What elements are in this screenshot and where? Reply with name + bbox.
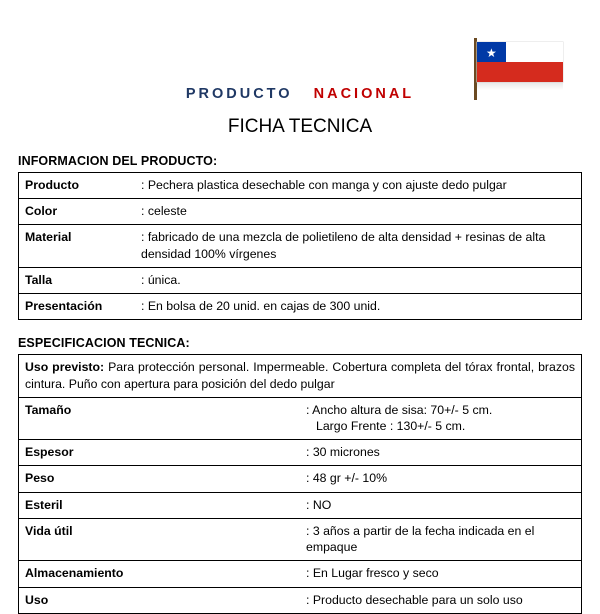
- flag-cloth: [477, 42, 563, 82]
- row-label-uso-previsto: Uso previsto:: [25, 360, 105, 375]
- row-label-producto: Producto: [19, 173, 136, 199]
- row-value-uso-previsto: Para protección personal. Impermeable. Cobertura completa del tórax frontal, brazos cintura. Puño con apertura para posición del dedo pulgar: [25, 360, 575, 391]
- row-label-espesor: Espesor: [19, 440, 301, 466]
- table-row: [19, 561, 582, 587]
- row-value-esteril: : NO: [300, 492, 582, 518]
- row-label-almacenamiento: Almacenamiento: [19, 561, 301, 587]
- table-row: [19, 518, 582, 560]
- row-label-talla: Talla: [19, 267, 136, 293]
- row-value-producto: : Pechera plastica desechable con manga y con ajuste dedo pulgar: [135, 173, 582, 199]
- table-row: [19, 466, 582, 492]
- row-value-espesor: : 30 micrones: [300, 440, 582, 466]
- table-row: [19, 587, 582, 613]
- table-row: [19, 492, 582, 518]
- table-row: [19, 397, 582, 439]
- row-label-presentacion: Presentación: [19, 294, 136, 320]
- row-value-talla: : única.: [135, 267, 582, 293]
- row-label-uso: Uso: [19, 587, 301, 613]
- row-value-tamano-line2: Largo Frente : 130+/- 5 cm.: [316, 418, 466, 433]
- section-title-tecnica: ESPECIFICACION TECNICA:: [18, 336, 190, 351]
- table-row: [19, 355, 582, 397]
- table-row: [19, 199, 582, 225]
- row-value-tamano-line1: : Ancho altura de sisa: 70+/- 5 cm.: [306, 402, 493, 417]
- row-value-presentacion: : En bolsa de 20 unid. en cajas de 300 unid.: [135, 294, 582, 320]
- table-row: [19, 440, 582, 466]
- row-value-material: : fabricado de una mezcla de polietileno de alta densidad + resinas de alta densidad 100% vírgenes: [135, 225, 582, 267]
- chile-flag-icon: [460, 38, 572, 100]
- row-label-material: Material: [19, 225, 136, 267]
- row-value-tamano: [300, 397, 582, 439]
- row-value-almacenamiento: : En Lugar fresco y seco: [300, 561, 582, 587]
- row-label-vida-util: Vida útil: [19, 518, 301, 560]
- row-value-uso: : Producto desechable para un solo uso: [300, 587, 582, 613]
- page-title: FICHA TECNICA: [227, 116, 373, 137]
- flag-red-band: [477, 62, 563, 82]
- flag-shadow: [477, 82, 563, 90]
- row-value-color: : celeste: [135, 199, 582, 225]
- row-uso-previsto: [19, 355, 582, 397]
- row-label-tamano: Tamaño: [19, 397, 301, 439]
- banner-word-nacional: NACIONAL: [313, 86, 415, 102]
- technical-spec-table: [18, 354, 582, 613]
- row-value-peso: : 48 gr +/- 10%: [300, 466, 582, 492]
- table-row: [19, 294, 582, 320]
- product-info-table: [18, 172, 582, 320]
- row-value-vida-util: : 3 años a partir de la fecha indicada en el empaque: [300, 518, 582, 560]
- table-row: [19, 267, 582, 293]
- table-row: [19, 173, 582, 199]
- banner-word-producto: PRODUCTO: [185, 86, 293, 102]
- row-label-color: Color: [19, 199, 136, 225]
- row-label-peso: Peso: [19, 466, 301, 492]
- row-label-esteril: Esteril: [19, 492, 301, 518]
- section-title-producto: INFORMACION DEL PRODUCTO:: [18, 154, 218, 168]
- table-row: [19, 225, 582, 267]
- flag-star-icon: ★: [486, 45, 497, 60]
